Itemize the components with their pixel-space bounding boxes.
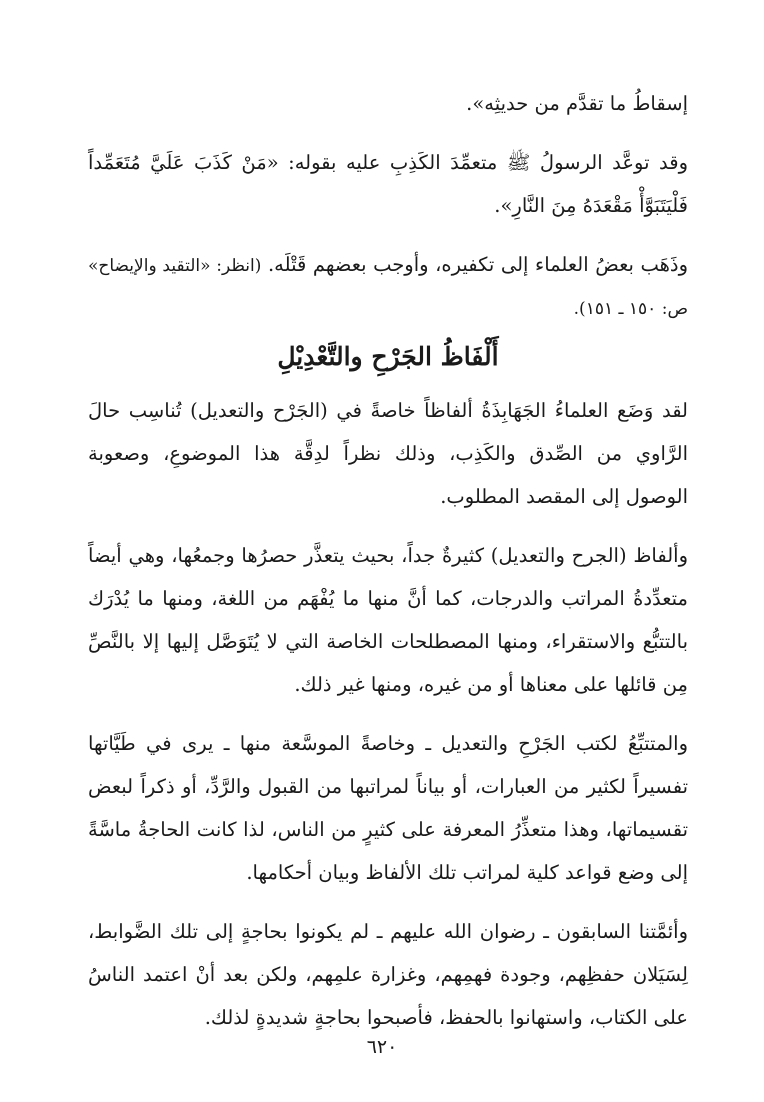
paragraph-imams: وأئمَّتنا السابقون ـ رضوان الله عليهم ـ لم يكونوا بحاجةٍ إلى تلك الضَّوابط، لِسَيَلان حفظِهم، وجودة فهمِهم، وغزارة علمِهم، ولكن بعد أنْ اعتمد الناسُ على الكتاب، واستهانوا بالحفظ، فأصبحوا بحاجةٍ شديدةٍ لذلك. (88, 920, 688, 1029)
section-heading: أَلْفَاظُ الجَرْحِ والتَّعْدِيْلِ (277, 342, 499, 371)
paragraph-hadith-warning: وقد توعَّد الرسولُ ﷺ متعمِّدَ الكَذِبِ عليه بقوله: «مَنْ كَذَبَ عَلَيَّ مُتَعَمِّداً فَلْيَتَبَوَّأْ مَقْعَدَهُ مِنَ النَّارِ». (88, 151, 688, 217)
scholars-opinion-text: وذَهَب بعضُ العلماء إلى تكفيره، وأوجب بعضهم قَتْلَه. (267, 253, 688, 276)
paragraph-scholars-opinion (88, 243, 688, 329)
paragraph-terms: وألفاظ (الجرح والتعديل) كثيرةٌ جداً، بحيث يتعذَّر حصرُها وجمعُها، وهي أيضاً متعدِّدةُ المراتب والدرجات، كما أنَّ منها ما يُفْهَم من اللغة، ومنها ما يُدْرَك بالتتبُّع والاستقراء، ومنها المصطلحات الخاصة التي لا يُتَوَصَّل إليها إلا بالنَّصِّ مِن قائلها على معناها أو من غيره، ومنها غير ذلك. (88, 544, 688, 696)
paragraph-intro: لقد وَضَع العلماءُ الجَهَابِذَةُ ألفاظاً خاصةً في (الجَرْح والتعديل) تُناسِب حالَ الرَّاوي من الصِّدق والكَذِب، وذلك نظراً لدِقَّة هذا الموضوعِ، وصعوبة الوصول إلى المقصد المطلوب. (88, 399, 688, 508)
paragraph-continuation: إسقاطُ ما تقدَّم من حديثِه». (466, 92, 688, 115)
reference-note: (انظر: «التقيد والإيضاح» ص: ١٥٠ ـ ١٥١). (88, 256, 688, 319)
page-body (88, 82, 688, 1039)
paragraph-books: والمتتبِّعُ لكتب الجَرْحِ والتعديل ـ وخاصةً الموسَّعة منها ـ يرى في طَيَّاتها تفسيراً لكثير من العبارات، أو بياناً لمراتبها من القبول والرَّدِّ، أو ذكراً لبعض تقسيماتها، وهذا متعذِّرُ المعرفة على كثيرٍ من الناس، لذا كانت الحاجةُ ماسَّةً إلى وضع قواعد كلية لمراتب تلك الألفاظ وبيان أحكامها. (88, 732, 688, 884)
page-number: ٦٢٠ (366, 1036, 398, 1058)
